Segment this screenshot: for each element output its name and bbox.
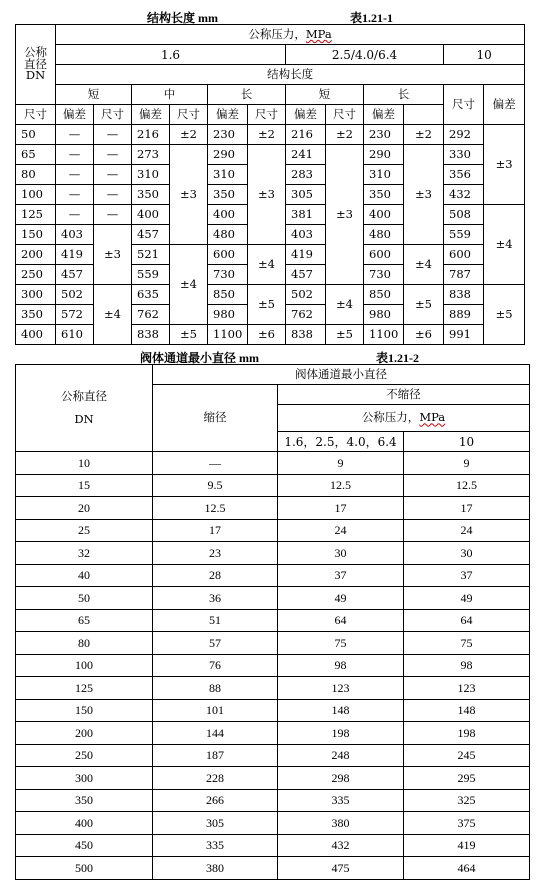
- dev-header: 偏差: [208, 105, 248, 125]
- size-10: 600: [444, 245, 484, 265]
- size-10: 559: [444, 225, 484, 245]
- long-dev-2: ±2: [404, 125, 444, 145]
- size-10: 292: [444, 125, 484, 145]
- table1-caption: [0, 6, 538, 24]
- short-dev: ±3: [94, 225, 132, 285]
- short-size-2: 241: [286, 145, 326, 165]
- dn2-value: 10: [16, 452, 153, 475]
- dn-value: 50: [16, 125, 56, 145]
- mid-size: 838: [132, 325, 170, 345]
- dn2-label: 公称直径: [61, 388, 107, 403]
- long-size-2: 980: [364, 305, 404, 325]
- not-reduced-10-value: 12.5: [404, 474, 530, 497]
- table-row: [16, 767, 530, 790]
- dev-header: 偏差: [286, 105, 326, 125]
- table-row: [16, 609, 530, 632]
- size-10: 889: [444, 305, 484, 325]
- not-reduced-10-value: 24: [404, 519, 530, 542]
- long-size-2: 850: [364, 285, 404, 305]
- reduced-value: 228: [153, 767, 278, 790]
- long-size: 310: [208, 165, 248, 185]
- not-reduced-low-value: 17: [278, 497, 404, 520]
- long-dev: ±6: [248, 325, 286, 345]
- dn-value: 350: [16, 305, 56, 325]
- not-reduced-low-value: 248: [278, 744, 404, 767]
- pressure-header: [56, 25, 525, 45]
- reduced-value: 305: [153, 812, 278, 835]
- table2-title: 阀体通道最小直径 mm: [140, 351, 259, 365]
- length-header: 结构长度: [56, 65, 525, 85]
- mid-size: 635: [132, 285, 170, 305]
- size-header: 尺寸: [170, 105, 208, 125]
- reduced-value: 380: [153, 857, 278, 880]
- dn-value: 125: [16, 205, 56, 225]
- table-row: [16, 677, 530, 700]
- mid-size: 216: [132, 125, 170, 145]
- reduced-value: 57: [153, 632, 278, 655]
- table-row: [16, 722, 530, 745]
- group-header: 短: [56, 85, 132, 105]
- dn2-value: 350: [16, 789, 153, 812]
- short-size-2: 838: [286, 325, 326, 345]
- dn-label-line1: 公称: [24, 45, 47, 60]
- mid-size: 400: [132, 205, 170, 225]
- not-reduced-low-value: 98: [278, 654, 404, 677]
- group-header: 长: [208, 85, 286, 105]
- size-header: 尺寸: [326, 105, 364, 125]
- long-size-2: 350: [364, 185, 404, 205]
- not-reduced-low-value: 49: [278, 587, 404, 610]
- not-reduced-low-value: 298: [278, 767, 404, 790]
- table1-number: 表1.21-1: [350, 11, 393, 25]
- reduced-value: 12.5: [153, 497, 278, 520]
- dn2-value: 125: [16, 677, 153, 700]
- short-size: 403: [56, 225, 94, 245]
- dn2-value: 50: [16, 587, 153, 610]
- not-reduced-low-value: 75: [278, 632, 404, 655]
- not-reduced-low-value: 123: [278, 677, 404, 700]
- short-dev: —: [94, 145, 132, 165]
- long-size: 230: [208, 125, 248, 145]
- table-row: [16, 857, 530, 880]
- dn-value: 300: [16, 285, 56, 305]
- short-size: 457: [56, 265, 94, 285]
- reduced-value: —: [153, 452, 278, 475]
- not-reduced-10-value: 9: [404, 452, 530, 475]
- reduced-value: 51: [153, 609, 278, 632]
- not-reduced-10-value: 123: [404, 677, 530, 700]
- long-dev: ±3: [248, 145, 286, 245]
- short-dev: ±4: [94, 285, 132, 345]
- short-dev: —: [94, 165, 132, 185]
- pressure2-header: [278, 405, 530, 432]
- size-10: 838: [444, 285, 484, 305]
- dn2-value: 400: [16, 812, 153, 835]
- short-dev-2: ±5: [326, 325, 364, 345]
- dn-value: 80: [16, 165, 56, 185]
- not-reduced-10-value: 419: [404, 834, 530, 857]
- dn-value: 400: [16, 325, 56, 345]
- not-reduced-10-value: 464: [404, 857, 530, 880]
- long-size-2: 600: [364, 245, 404, 265]
- long-size: 480: [208, 225, 248, 245]
- short-size-2: 403: [286, 225, 326, 245]
- short-size-2: 762: [286, 305, 326, 325]
- short-size-2: 381: [286, 205, 326, 225]
- short-dev-2: ±2: [326, 125, 364, 145]
- reduced-value: 144: [153, 722, 278, 745]
- table-row: [16, 474, 530, 497]
- dn-value: 200: [16, 245, 56, 265]
- not-reduced-low-value: 198: [278, 722, 404, 745]
- long-size: 350: [208, 185, 248, 205]
- not-reduced-10-value: 375: [404, 812, 530, 835]
- not-reduced-10-value: 198: [404, 722, 530, 745]
- size-10: 356: [444, 165, 484, 185]
- pressure2-header-text: 公称压力，: [361, 410, 420, 425]
- pressure-unit: MPa: [305, 26, 332, 41]
- table-row: [16, 125, 525, 145]
- size-header: 尺寸: [16, 105, 56, 125]
- short-size: —: [56, 145, 94, 165]
- long-dev-2: ±5: [404, 285, 444, 325]
- short-size-2: 283: [286, 165, 326, 185]
- dev-10: ±3: [484, 125, 525, 205]
- long-size-2: 400: [364, 205, 404, 225]
- dev-header: 偏差: [132, 105, 170, 125]
- table-row: [16, 834, 530, 857]
- dn2-value: 20: [16, 497, 153, 520]
- mid-size: 273: [132, 145, 170, 165]
- not-reduced-10-value: 17: [404, 497, 530, 520]
- dn2-value: 450: [16, 834, 153, 857]
- table-row: [16, 654, 530, 677]
- short-dev-2: ±4: [326, 285, 364, 325]
- dn2-value: 15: [16, 474, 153, 497]
- table-row: [16, 812, 530, 835]
- dn2-value: 150: [16, 699, 153, 722]
- long-dev: ±2: [248, 125, 286, 145]
- long-size: 730: [208, 265, 248, 285]
- mid-dev: ±5: [170, 325, 208, 345]
- long-dev-2: ±3: [404, 145, 444, 245]
- mid-size: 350: [132, 185, 170, 205]
- short-dev: —: [94, 125, 132, 145]
- size-header: 尺寸: [444, 85, 484, 125]
- dn2-value: 80: [16, 632, 153, 655]
- dev-header: 偏差: [364, 105, 404, 125]
- dev-10: ±5: [484, 285, 525, 345]
- size-10: 787: [444, 265, 484, 285]
- short-dev-2: ±3: [326, 145, 364, 285]
- long-dev-2: ±4: [404, 245, 444, 285]
- group-header: 短: [286, 85, 364, 105]
- short-size: 572: [56, 305, 94, 325]
- mid-size: 457: [132, 225, 170, 245]
- table-row: [16, 699, 530, 722]
- table-row: [16, 325, 525, 345]
- table-row: [16, 564, 530, 587]
- table2-number: 表1.21-2: [376, 351, 419, 365]
- short-size: —: [56, 185, 94, 205]
- long-size: 600: [208, 245, 248, 265]
- reduced-value: 335: [153, 834, 278, 857]
- dn2-value: 65: [16, 609, 153, 632]
- long-size: 290: [208, 145, 248, 165]
- not-reduced-low-value: 335: [278, 789, 404, 812]
- table-row: [16, 789, 530, 812]
- pressure-10: 10: [444, 45, 525, 65]
- long-dev: ±5: [248, 285, 286, 325]
- not-reduced-10-value: 30: [404, 542, 530, 565]
- dn2-value: 100: [16, 654, 153, 677]
- dn-value: 250: [16, 265, 56, 285]
- not-reduced-10-value: 37: [404, 564, 530, 587]
- structure-length-table: [15, 24, 525, 345]
- long-size: 980: [208, 305, 248, 325]
- short-size: —: [56, 165, 94, 185]
- not-reduced-10-value: 98: [404, 654, 530, 677]
- dev-10: ±4: [484, 205, 525, 285]
- short-size: —: [56, 125, 94, 145]
- not-reduced-low-value: 148: [278, 699, 404, 722]
- not-reduced-header: 不缩径: [278, 385, 530, 405]
- not-reduced-low-value: 30: [278, 542, 404, 565]
- short-size-2: 305: [286, 185, 326, 205]
- size-10: 508: [444, 205, 484, 225]
- reduced-value: 266: [153, 789, 278, 812]
- not-reduced-10-value: 245: [404, 744, 530, 767]
- dn2-value: 32: [16, 542, 153, 565]
- mid-dev: ±3: [170, 145, 208, 245]
- dn2-header: [16, 365, 153, 452]
- dn-value: 150: [16, 225, 56, 245]
- long-dev: ±4: [248, 245, 286, 285]
- short-dev: —: [94, 205, 132, 225]
- mid-size: 521: [132, 245, 170, 265]
- reduced-header: 缩径: [153, 385, 278, 452]
- table1-title: 结构长度 mm: [147, 11, 218, 25]
- min-bore-table: [15, 364, 530, 880]
- min-bore-header: 阀体通道最小直径: [153, 365, 530, 385]
- group-header: 长: [364, 85, 444, 105]
- dn-value: 65: [16, 145, 56, 165]
- table-row: [16, 587, 530, 610]
- table-row: [16, 744, 530, 767]
- table-row: [16, 285, 525, 305]
- size-10: 432: [444, 185, 484, 205]
- pressure2-unit: MPa: [419, 410, 446, 425]
- pressure-1-6: 1.6: [56, 45, 286, 65]
- reduced-value: 23: [153, 542, 278, 565]
- dev-header: 偏差: [56, 105, 94, 125]
- short-size: 502: [56, 285, 94, 305]
- dn-value: 100: [16, 185, 56, 205]
- long-size: 850: [208, 285, 248, 305]
- short-size-2: 419: [286, 245, 326, 265]
- not-reduced-low-value: 380: [278, 812, 404, 835]
- dn2-unit: DN: [74, 411, 94, 426]
- dn-label-line3: DN: [25, 68, 46, 83]
- reduced-value: 17: [153, 519, 278, 542]
- not-reduced-10-value: 64: [404, 609, 530, 632]
- not-reduced-10-value: 49: [404, 587, 530, 610]
- short-size: 610: [56, 325, 94, 345]
- reduced-value: 76: [153, 654, 278, 677]
- not-reduced-low-value: 475: [278, 857, 404, 880]
- long-dev-2: ±6: [404, 325, 444, 345]
- table-row: [16, 519, 530, 542]
- size-header: 尺寸: [94, 105, 132, 125]
- size-10: 330: [444, 145, 484, 165]
- pressure2-10: 10: [404, 432, 530, 452]
- not-reduced-10-value: 148: [404, 699, 530, 722]
- dn-label-line2: 直径: [24, 56, 47, 71]
- dn-header: [16, 25, 56, 105]
- not-reduced-low-value: 64: [278, 609, 404, 632]
- short-size-2: 457: [286, 265, 326, 285]
- long-size-2: 730: [364, 265, 404, 285]
- table2-caption: [0, 346, 538, 364]
- table-row: [16, 145, 525, 165]
- short-size-2: 216: [286, 125, 326, 145]
- long-size-2: 230: [364, 125, 404, 145]
- dn2-value: 200: [16, 722, 153, 745]
- long-size-2: 310: [364, 165, 404, 185]
- short-size: 419: [56, 245, 94, 265]
- reduced-value: 28: [153, 564, 278, 587]
- mid-dev: ±4: [170, 245, 208, 325]
- size-header: 尺寸: [248, 105, 286, 125]
- pressure-header-text: 公称压力，: [248, 26, 306, 41]
- long-size: 400: [208, 205, 248, 225]
- long-size-2: 290: [364, 145, 404, 165]
- not-reduced-low-value: 37: [278, 564, 404, 587]
- table-row: [16, 632, 530, 655]
- not-reduced-low-value: 24: [278, 519, 404, 542]
- not-reduced-10-value: 295: [404, 767, 530, 790]
- mid-size: 310: [132, 165, 170, 185]
- size-10: 991: [444, 325, 484, 345]
- short-dev: —: [94, 185, 132, 205]
- dn2-value: 500: [16, 857, 153, 880]
- dn2-value: 300: [16, 767, 153, 790]
- reduced-value: 187: [153, 744, 278, 767]
- pressure-2-5-6-4: 2.5/4.0/6.4: [286, 45, 444, 65]
- group-header: 中: [132, 85, 208, 105]
- mid-size: 762: [132, 305, 170, 325]
- dn2-value: 40: [16, 564, 153, 587]
- not-reduced-low-value: 9: [278, 452, 404, 475]
- long-size: 1100: [208, 325, 248, 345]
- mid-dev: ±2: [170, 125, 208, 145]
- short-size: —: [56, 205, 94, 225]
- reduced-value: 9.5: [153, 474, 278, 497]
- long-size-2: 1100: [364, 325, 404, 345]
- table-row: [16, 452, 530, 475]
- mid-size: 559: [132, 265, 170, 285]
- dn2-value: 25: [16, 519, 153, 542]
- table-row: [16, 245, 525, 265]
- dev-header: 偏差: [484, 85, 525, 125]
- not-reduced-low-value: 432: [278, 834, 404, 857]
- short-size-2: 502: [286, 285, 326, 305]
- reduced-value: 101: [153, 699, 278, 722]
- reduced-value: 88: [153, 677, 278, 700]
- not-reduced-10-value: 75: [404, 632, 530, 655]
- table-row: [16, 542, 530, 565]
- long-size-2: 480: [364, 225, 404, 245]
- dn2-value: 250: [16, 744, 153, 767]
- not-reduced-10-value: 325: [404, 789, 530, 812]
- pressure2-low: 1.6，2.5，4.0，6.4: [278, 432, 404, 452]
- not-reduced-low-value: 12.5: [278, 474, 404, 497]
- reduced-value: 36: [153, 587, 278, 610]
- table-row: [16, 497, 530, 520]
